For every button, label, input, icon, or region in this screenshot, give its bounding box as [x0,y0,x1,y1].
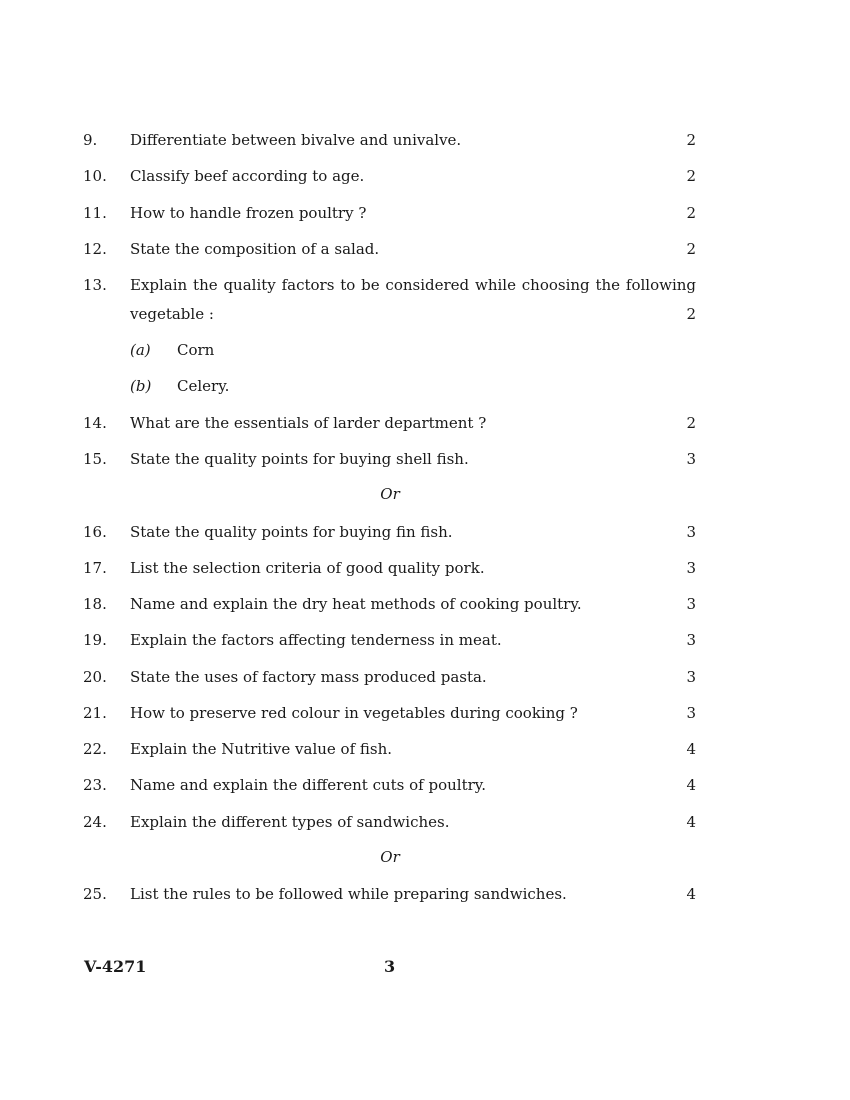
question-16 [0,522,850,550]
sub-item-text: Corn [177,341,215,359]
question-11 [0,203,850,231]
question-text: How to handle frozen poultry ? [130,204,367,222]
question-text: Classify beef according to age. [130,167,365,185]
sub-item-text: Celery. [177,377,230,395]
question-number: 21. [83,704,107,722]
question-marks: 2 [686,204,696,222]
question-text: State the uses of factory mass produced pasta. [130,668,487,686]
question-number: 11. [83,204,107,222]
question-text: State the composition of a salad. [130,240,380,258]
question-marks: 2 [686,240,696,258]
question-text: List the selection criteria of good quality pork. [130,559,485,577]
question-marks: 3 [686,559,696,577]
question-9 [0,130,850,158]
question-number: 22. [83,740,107,758]
question-13-sub-a [0,340,850,368]
question-marks: 3 [686,523,696,541]
question-13-sub-b [0,376,850,404]
question-number: 15. [83,450,107,468]
question-marks: 2 [686,167,696,185]
question-number: 9. [83,131,98,149]
question-13 [0,275,850,303]
question-text-line-1: Explain the quality factors to be considered while choosing the following [130,276,696,294]
question-marks: 3 [686,704,696,722]
question-text: Explain the Nutritive value of fish. [130,740,393,758]
question-text: List the rules to be followed while preparing sandwiches. [130,885,567,903]
question-18 [0,594,850,622]
question-15 [0,449,850,477]
question-text: State the quality points for buying shell fish. [130,450,469,468]
question-text: Explain the factors affecting tenderness in meat. [130,631,502,649]
question-25 [0,884,850,912]
question-21 [0,703,850,731]
question-text: Explain the different types of sandwiches. [130,813,450,831]
question-number: 24. [83,813,107,831]
paper-code: V-4271 [84,957,147,976]
question-text: What are the essentials of larder department ? [130,414,487,432]
question-text: Name and explain the dry heat methods of cooking poultry. [130,595,582,613]
question-22 [0,739,850,767]
question-marks: 4 [686,740,696,758]
question-marks: 4 [686,885,696,903]
question-text: State the quality points for buying fin fish. [130,523,453,541]
question-marks: 3 [686,631,696,649]
question-number: 17. [83,559,107,577]
question-marks: 2 [686,414,696,432]
question-17 [0,558,850,586]
question-number: 25. [83,885,107,903]
question-number: 19. [83,631,107,649]
question-20 [0,667,850,695]
or-separator: Or [380,485,400,503]
question-number: 16. [83,523,107,541]
question-number: 12. [83,240,107,258]
question-13-continued [0,304,850,332]
sub-item-label: (a) [130,341,151,359]
question-marks: 2 [686,131,696,149]
question-23 [0,775,850,803]
question-12 [0,239,850,267]
question-marks: 4 [686,776,696,794]
question-marks: 3 [686,668,696,686]
sub-item-label: (b) [130,377,152,395]
question-number: 14. [83,414,107,432]
question-number: 20. [83,668,107,686]
question-marks: 2 [686,305,696,323]
question-24 [0,812,850,840]
or-separator: Or [380,848,400,866]
question-text-line-2: vegetable : [130,305,214,323]
question-number: 10. [83,167,107,185]
question-text: Name and explain the different cuts of poultry. [130,776,487,794]
question-marks: 3 [686,595,696,613]
question-number: 13. [83,276,107,294]
question-number: 18. [83,595,107,613]
question-marks: 4 [686,813,696,831]
question-19 [0,630,850,658]
question-10 [0,166,850,194]
question-text: Differentiate between bivalve and univalve. [130,131,462,149]
question-14 [0,413,850,441]
page-number: 3 [384,957,396,976]
question-marks: 3 [686,450,696,468]
question-number: 23. [83,776,107,794]
question-text: How to preserve red colour in vegetables during cooking ? [130,704,578,722]
